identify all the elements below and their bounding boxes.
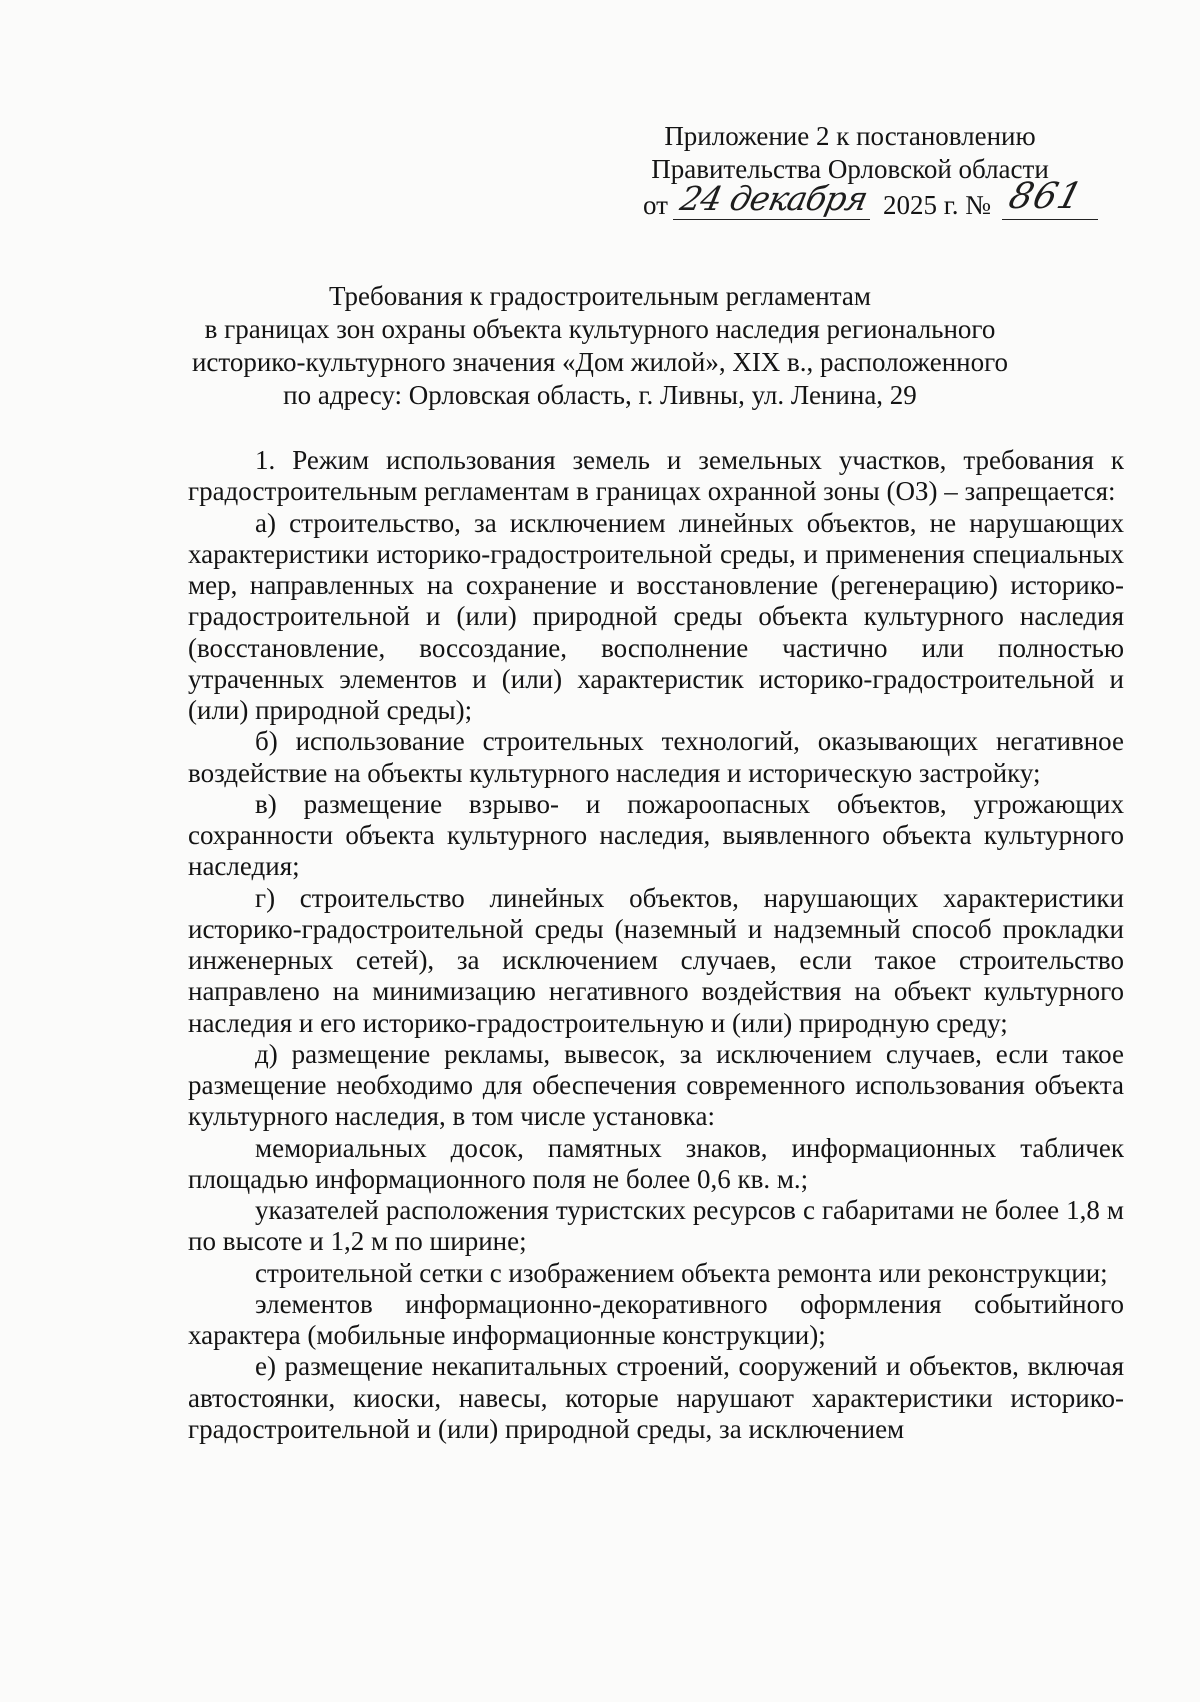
document-body — [188, 445, 1124, 1445]
paragraph-d-item-4: элементов информационно-декоративного оформления событийного характера (мобильные информационные конструкции); — [188, 1288, 1124, 1350]
paragraph-1: 1. Режим использования земель и земельных участков, требования к градостроительным регламентам в границах охранной зоны (ОЗ) – запрещается: — [188, 445, 1124, 507]
title-line-2: в границах зон охраны объекта культурного наследия регионального — [204, 314, 996, 344]
resolution-date-line — [643, 176, 1103, 224]
appendix-line-2: Правительства Орловской области — [651, 154, 1049, 184]
paragraph-a: а) строительство, за исключением линейных объектов, не нарушающих характеристики историко-градостроительной среды, и применения специальных мер, направленных на сохранение и восстановление (регенерацию) историко-градостроительной и (или) природной среды объекта культурного наследия (восстановление, воссоздание, восполнение частично или полностью утраченных элементов и (или) характеристик историко-градостроительной и (или) природной среды); — [188, 507, 1124, 725]
paragraph-v: в) размещение взрыво- и пожароопасных объектов, угрожающих сохранности объекта культурного наследия, выявленного объекта культурного наследия; — [188, 788, 1124, 882]
title-line-4: по адресу: Орловская область, г. Ливны, ул. Ленина, 29 — [283, 380, 917, 410]
date-prefix: от — [643, 190, 668, 220]
number-underline — [1002, 219, 1098, 220]
date-underline — [673, 219, 870, 220]
paragraph-d-item-3: строительной сетки с изображением объекта ремонта или реконструкции; — [255, 1257, 1108, 1288]
title-line-3: историко-культурного значения «Дом жилой», XIX в., расположенного — [191, 347, 1008, 377]
paragraph-b: б) использование строительных технологий, оказывающих негативное воздействие на объекты культурного наследия и историческую застройку; — [188, 726, 1124, 788]
paragraph-d: д) размещение рекламы, вывесок, за исключением случаев, если такое размещение необходимо для обеспечения современного использования объекта культурного наследия, в том числе установка: — [188, 1038, 1124, 1132]
title-line-1: Требования к градостроительным регламентам — [329, 281, 871, 311]
document-title — [180, 280, 1020, 412]
paragraph-g: г) строительство линейных объектов, нарушающих характеристики историко-градостроительной среды (наземный и надземный способ прокладки инженерных сетей), за исключением случаев, если такое строительство направлено на минимизацию негативного воздействия на объект культурного наследия и его историко-градостроительную и (или) природную среду; — [188, 882, 1124, 1038]
paragraph-d-item-1: мемориальных досок, памятных знаков, информационных табличек площадью информационного поля не более 0,6 кв. м.; — [188, 1132, 1124, 1194]
appendix-line-1: Приложение 2 к постановлению — [664, 121, 1036, 151]
handwritten-number: 861 — [1004, 176, 1088, 217]
paragraph-d-item-2: указателей расположения туристских ресурсов с габаритами не более 1,8 м по высоте и 1,2 м по ширине; — [188, 1195, 1124, 1257]
year-and-number-label: 2025 г. № — [883, 190, 992, 220]
handwritten-date: 24 декабря — [676, 179, 871, 218]
paragraph-e: е) размещение некапитальных строений, сооружений и объектов, включая автостоянки, киоски, навесы, которые нарушают характеристики историко-градостроительной и (или) природной среды, за исключением — [188, 1351, 1124, 1444]
